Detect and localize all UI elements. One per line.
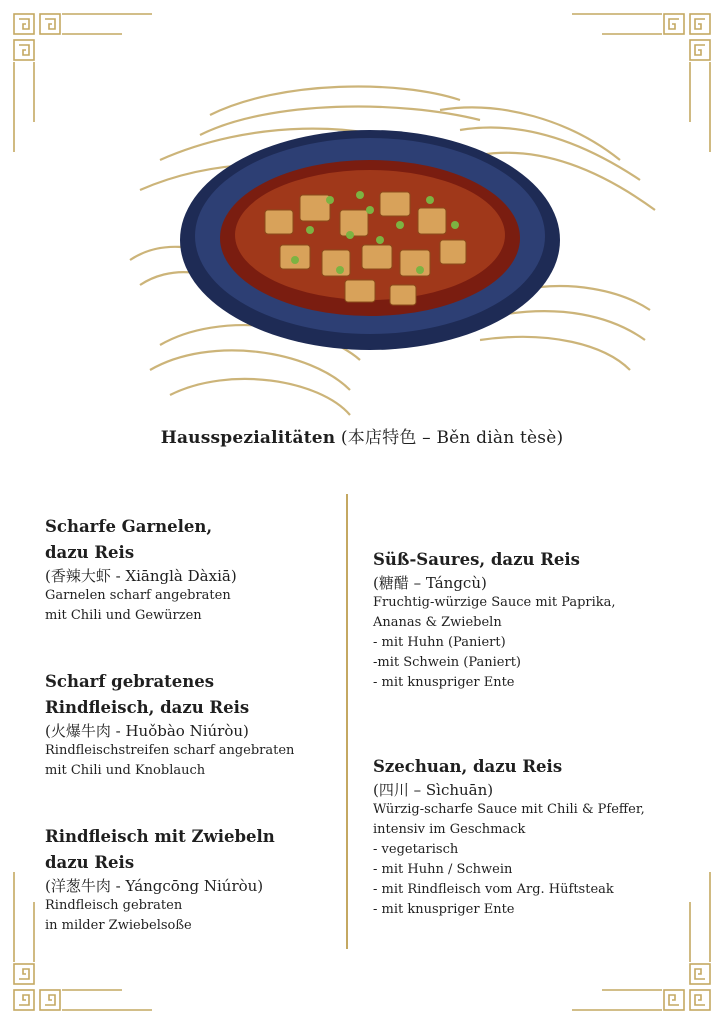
menu-item-desc-line: - mit Rindfleisch vom Arg. Hüftsteak bbox=[373, 882, 614, 897]
menu-item-name-line: Scharf gebratenes bbox=[45, 672, 215, 691]
menu-item-name-line: dazu Reis bbox=[45, 853, 135, 872]
menu-item-name: Szechuan, dazu Reis bbox=[373, 757, 563, 776]
menu-item bbox=[373, 547, 616, 693]
dish-photo bbox=[100, 60, 660, 420]
menu-item-description bbox=[45, 586, 237, 626]
menu-item-desc-line: Ananas & Zwiebeln bbox=[373, 615, 502, 630]
menu-item-desc-line: Rindfleisch gebraten bbox=[45, 898, 183, 913]
menu-item-desc-line: intensiv im Geschmack bbox=[373, 822, 526, 837]
menu-item-description bbox=[373, 593, 616, 693]
menu-item-desc-line: - mit knuspriger Ente bbox=[373, 902, 515, 917]
menu-item bbox=[45, 824, 275, 936]
menu-item bbox=[45, 514, 237, 626]
menu-item-desc-line: Würzig-scharfe Sauce mit Chili & Pfeffer, bbox=[373, 802, 645, 817]
menu-item-description bbox=[45, 741, 294, 781]
menu-item-desc-line: Garnelen scharf angebraten bbox=[45, 588, 231, 603]
menu-item-name-line: Rindfleisch mit Zwiebeln bbox=[45, 827, 275, 846]
menu-item bbox=[373, 754, 645, 920]
menu-item-name-line: Scharfe Garnelen, bbox=[45, 517, 213, 536]
menu-item-chinese: (火爆牛肉 - Huǒbào Niúròu) bbox=[45, 722, 249, 740]
menu-item-name bbox=[45, 514, 237, 566]
section-title-rest: (本店特色 – Běn diàn tèsè) bbox=[335, 428, 564, 448]
menu-item-desc-line: mit Chili und Knoblauch bbox=[45, 763, 206, 778]
menu-item-desc-line: in milder Zwiebelsoße bbox=[45, 918, 192, 933]
section-title bbox=[0, 423, 724, 448]
menu-item-desc-line: - mit knuspriger Ente bbox=[373, 675, 515, 690]
menu-item-desc-line: Rindfleischstreifen scharf angebraten bbox=[45, 743, 295, 758]
menu-item-desc-line: - mit Huhn (Paniert) bbox=[373, 635, 506, 650]
menu-item-desc-line: mit Chili und Gewürzen bbox=[45, 608, 202, 623]
menu-item-desc-line: - vegetarisch bbox=[373, 842, 459, 857]
menu-item-desc-line: -mit Schwein (Paniert) bbox=[373, 655, 521, 670]
menu-item-desc-line: - mit Huhn / Schwein bbox=[373, 862, 513, 877]
menu-item-name bbox=[45, 669, 294, 721]
menu-item-description bbox=[373, 800, 645, 920]
menu-item-desc-line: Fruchtig-würzige Sauce mit Paprika, bbox=[373, 595, 616, 610]
section-title-label: Hausspezialitäten bbox=[160, 428, 336, 448]
column-divider bbox=[346, 494, 348, 949]
menu-item-name-line: dazu Reis bbox=[45, 543, 135, 562]
menu-item-name-line: Rindfleisch, dazu Reis bbox=[45, 698, 250, 717]
menu-item-chinese: (糖醋 – Tángcù) bbox=[373, 574, 487, 592]
menu-item-chinese: (香辣大虾 - Xiānglà Dàxiā) bbox=[45, 567, 237, 585]
menu-item bbox=[45, 669, 294, 781]
menu-item-description bbox=[45, 896, 275, 936]
menu-item-chinese: (洋葱牛肉 - Yángcōng Niúròu) bbox=[45, 877, 264, 895]
menu-item-name bbox=[45, 824, 275, 876]
menu-item-chinese: (四川 – Sìchuān) bbox=[373, 781, 494, 799]
menu-item-name: Süß-Saures, dazu Reis bbox=[373, 550, 580, 569]
